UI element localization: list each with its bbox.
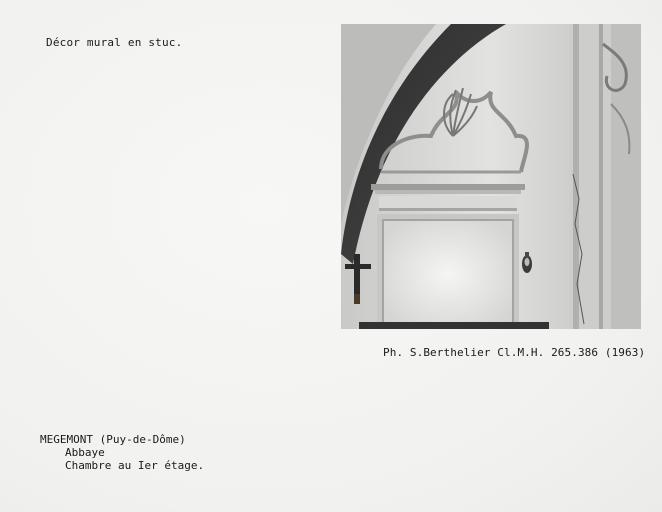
room-label: Chambre au Ier étage. bbox=[65, 459, 205, 472]
commune-label: MEGEMONT (Puy-de-Dôme) bbox=[40, 433, 186, 446]
building-label: Abbaye bbox=[65, 446, 105, 459]
photo-credit: Ph. S.Berthelier Cl.M.H. 265.386 (1963) bbox=[383, 346, 646, 359]
photo-title: Décor mural en stuc. bbox=[46, 36, 183, 49]
archival-photograph bbox=[341, 24, 641, 329]
location-block bbox=[40, 433, 204, 472]
